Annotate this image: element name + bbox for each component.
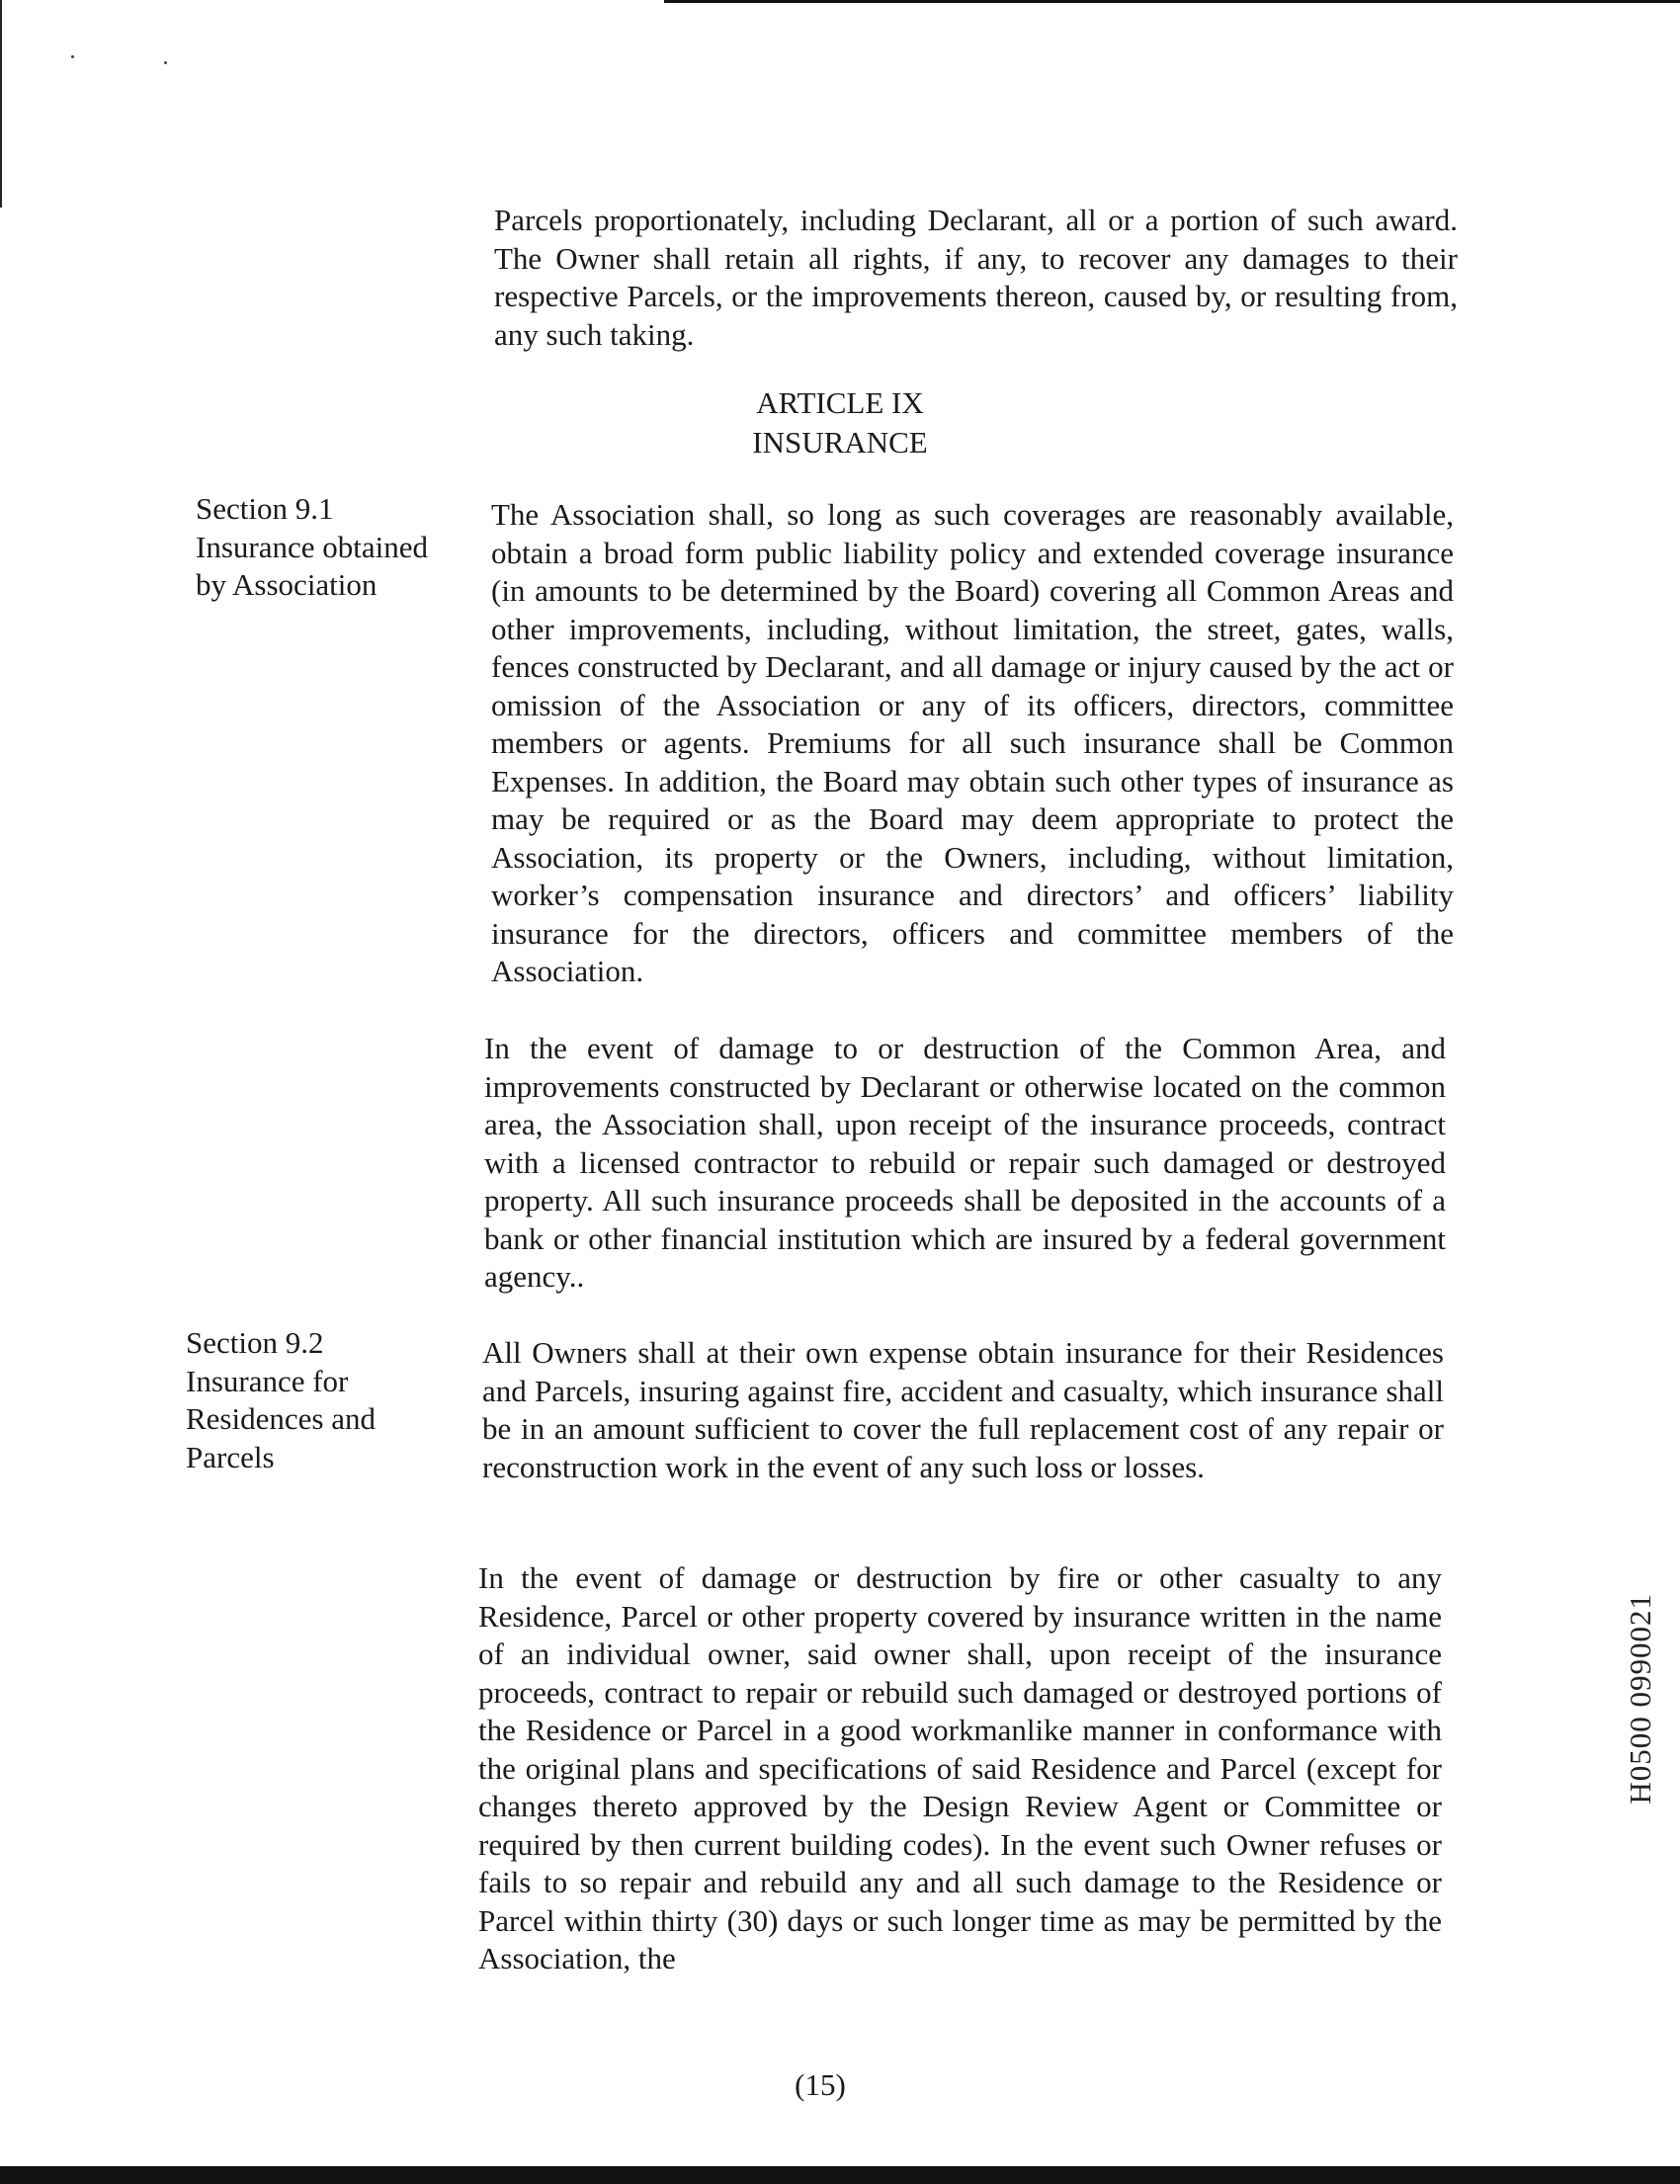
article-title: INSURANCE xyxy=(752,425,928,460)
section-9-2-title-line-3: Parcels xyxy=(186,1439,275,1474)
section-9-2-number: Section 9.2 xyxy=(186,1325,324,1360)
intro-paragraph: Parcels proportionately, including Declarant, all or a portion of such award. The Owner shall retain all rights, if any, to recover any damages to their respective Parcels, or the improvements thereon, caused by, or resulting from, any such taking. xyxy=(494,203,1458,352)
scan-speck xyxy=(164,61,167,64)
section-9-1-paragraph-2: In the event of damage to or destruction of the Common Area, and improvements constructed by Declarant or otherwise located on the common area, the Association shall, upon receipt of the insurance proceeds, contract with a licensed contractor to rebuild or repair such damaged or destroyed property. All such insurance proceeds shall be deposited in the accounts of a bank or other financial institution which are insured by a federal government agency.. xyxy=(484,1031,1446,1294)
scan-edge-top xyxy=(664,0,1680,3)
section-9-1-paragraph-1: The Association shall, so long as such coverages are reasonably available, obtain a broad form public liability policy and extended coverage insurance (in amounts to be determined by the Board) covering all Common Areas and other improvements, including, without limitation, the street, gates, walls, fences constructed by Declarant, and all damage or injury caused by the act or omission of the Association or any of its officers, directors, committee members or agents. Premiums for all such insurance shall be Common Expenses. In addition, the Board may obtain such other types of insurance as may be required or as the Board may deem appropriate to protect the Association, its property or the Owners, including, without limitation, worker’s compensation insurance and directors’ and officers’ liability insurance for the directors, officers and committee members of the Association. xyxy=(491,497,1454,988)
section-9-1-title-line-2: by Association xyxy=(196,567,378,602)
scan-edge-bottom xyxy=(0,2166,1680,2184)
section-9-2-title-line-2: Residences and xyxy=(186,1401,376,1436)
document-number-stamp: H0500 0990021 xyxy=(1623,1593,1657,1805)
scan-speck xyxy=(71,55,74,58)
section-9-2-title-line-1: Insurance for xyxy=(186,1363,349,1398)
section-9-1-label xyxy=(196,490,472,605)
section-9-2-label xyxy=(186,1324,462,1476)
scan-edge-left xyxy=(0,0,2,208)
page-number: (15) xyxy=(795,2067,846,2102)
section-9-1-title-line-1: Insurance obtained xyxy=(196,529,428,564)
section-9-2-paragraph-1: All Owners shall at their own expense obtain insurance for their Residences and Parcels, insuring against fire, accident and casualty, which insurance shall be in an amount sufficient to cover the full replacement cost of any repair or reconstruction work in the event of any such loss or losses. xyxy=(482,1335,1444,1484)
section-9-1-number: Section 9.1 xyxy=(196,491,334,526)
section-9-2-paragraph-2: In the event of damage or destruction by fire or other casualty to any Residence, Parcel or other property covered by insurance written in the name of an individual owner, said owner shall, upon receipt of the insurance proceeds, contract to repair or rebuild such damaged or destroyed portions of the Residence or Parcel in a good workmanlike manner in conformance with the original plans and specifications of said Residence and Parcel (except for changes thereto approved by the Design Review Agent or Committee or required by then current building codes). In the event such Owner refuses or fails to so repair and rebuild any and all such damage to the Residence or Parcel within thirty (30) days or such longer time as may be permitted by the Association, the xyxy=(478,1560,1442,1975)
article-number: ARTICLE IX xyxy=(756,385,924,420)
